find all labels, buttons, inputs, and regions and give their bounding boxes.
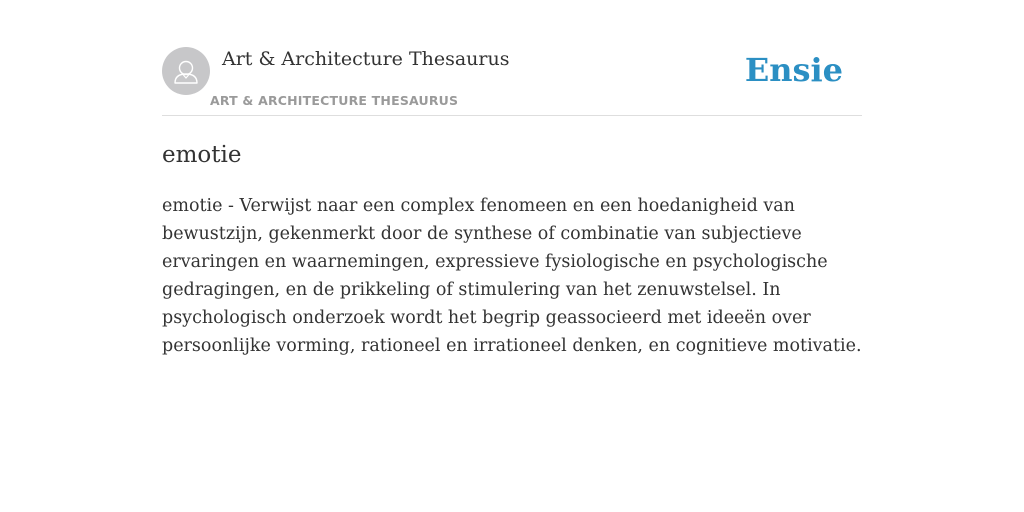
entry-definition: emotie - Verwijst naar een complex fenomeen en een hoedanigheid van bewustzijn, gekenmerkt door de synthese of combinatie van subjectieve ervaringen en waarnemingen, expressieve fysiologische en psychologische gedragingen, en de prikkeling of stimulering van het zenuwstelsel. In psychologisch onderzoek wordt het begrip geassocieerd met ideeën over persoonlijke vorming, rationeel en irrationeel denken, en cognitieve motivatie. [162,196,862,356]
brand-logo[interactable]: Ensie [744,51,843,89]
source-subtitle[interactable]: ART & ARCHITECTURE THESAURUS [210,93,459,108]
header-divider [162,115,862,116]
user-avatar-icon[interactable] [162,47,210,95]
entry-term: emotie [162,142,242,168]
source-title[interactable]: Art & Architecture Thesaurus [222,48,510,70]
